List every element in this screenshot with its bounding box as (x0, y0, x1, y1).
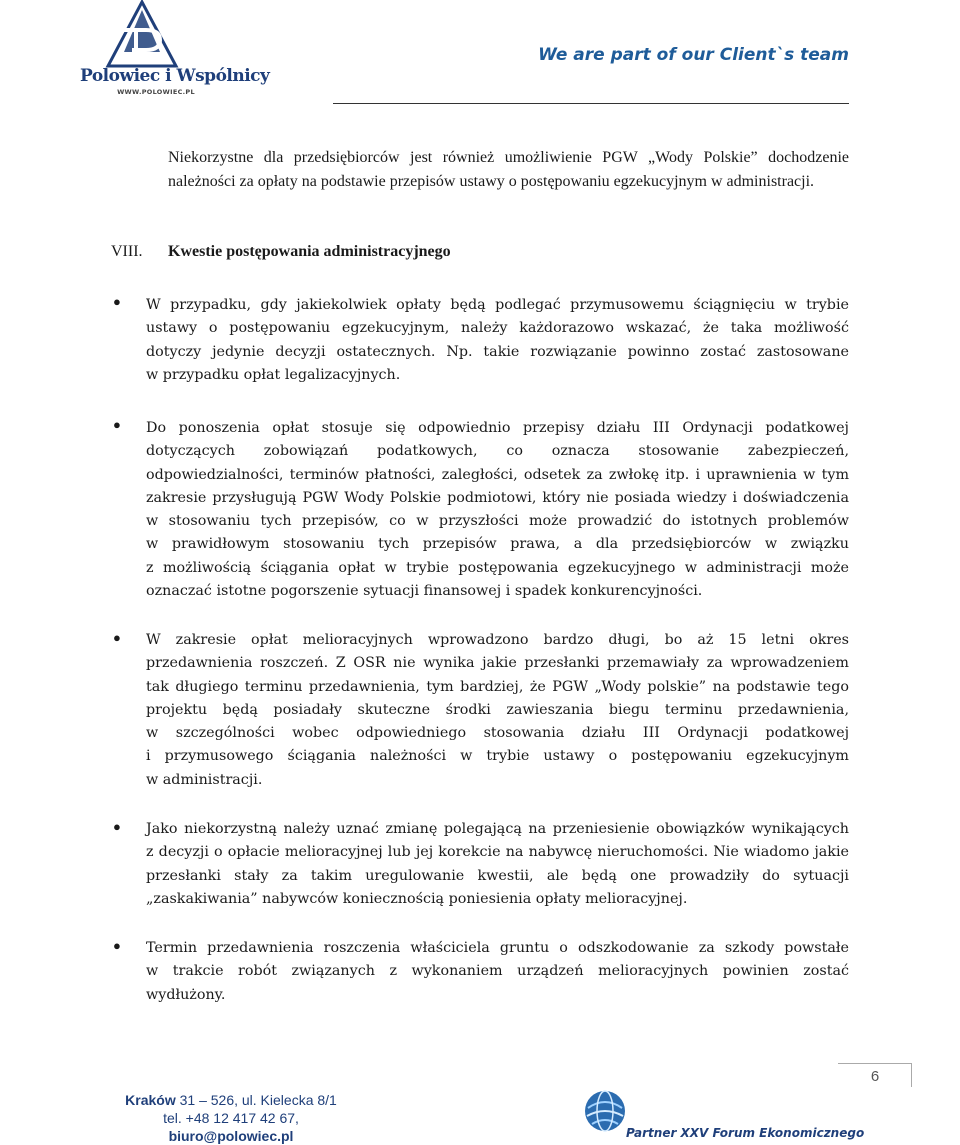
bullet-icon (113, 420, 123, 430)
logo-website: WWW.POLOWIEC.PL (117, 88, 195, 96)
page-number-frame-side (911, 1063, 912, 1087)
text-line: Termin przedawnienia roszczenia właściciela gruntu o odszkodowanie za szkody powstałe (146, 940, 849, 956)
bullet-icon (113, 822, 123, 832)
text-line: odpowiedzialności, terminów płatności, zaległości, odsetek za zwłokę itp. i uprawnienia w tym (146, 466, 849, 483)
footer-address-block (100, 1091, 362, 1145)
text-line: i przymusowego ściągania należności w trybie ustawy o postępowaniu egzekucyjnym (146, 748, 849, 765)
footer-street: 31 – 526, ul. Kielecka 8/1 (179, 1092, 337, 1108)
bullet-paragraph-2 (146, 417, 849, 603)
logo-mark-icon (80, 0, 232, 70)
bullet-icon (113, 941, 123, 951)
text-line: w administracji. (146, 771, 263, 788)
text-line: w szczególności wobec odpowiedniego stosowania działu III Ordynacji podatkowej (146, 725, 849, 742)
text-line: z decyzji o opłacie melioracyjnej lub jej korekcie na nabywcę nieruchomości. Nie wiadomo jakie (146, 844, 849, 861)
text-line: przedawnienia roszczeń. Z OSR nie wynika jakie przesłanki przemawiały za wprowadzeniem (146, 655, 849, 672)
text-line: z możliwością ściągania opłat w trybie postępowania egzekucyjnego w administracji może (146, 559, 849, 576)
text-line: w stosowaniu tych przepisów, co w przyszłości może prowadzić do istotnych problemów (146, 513, 849, 530)
text-line: dotyczących zobowiązań podatkowych, co oznacza stosowanie zabezpieczeń, (146, 443, 849, 460)
bullet-icon (113, 297, 123, 307)
footer-city: Kraków (125, 1092, 176, 1108)
intro-paragraph: Niekorzystne dla przedsiębiorców jest również umożliwienie PGW „Wody Polskie” dochodzenie należności za opłaty na podstawie przepisów ustawy o postępowaniu egzekucyjnym w administracji. (168, 149, 849, 190)
header-divider (333, 103, 849, 104)
section-title: Kwestie postępowania administracyjnego (168, 243, 451, 260)
header-tagline: We are part of our Client`s team (538, 45, 849, 65)
text-line: w prawidłowym stosowaniu tych przepisów prawa, a dla przedsiębiorców w związku (146, 536, 849, 553)
page-number: 6 (870, 1068, 880, 1085)
logo-company-name: Polowiec i Wspólnicy (80, 66, 270, 86)
text-line: przesłanki stały za takim uregulowanie kwestii, ale będą one prowadziły do sytuacji (146, 867, 849, 884)
section-number: VIII. (111, 243, 143, 260)
bullet-paragraph-1 (146, 294, 849, 387)
text-line: oznaczać istotne pogorszenie sytuacji finansowej i spadek konkurencyjności. (146, 583, 703, 600)
text-line: w przypadku opłat legalizacyjnych. (146, 366, 401, 383)
text-line: W zakresie opłat melioracyjnych wprowadzono bardzo długi, bo aż 15 letni okres (146, 632, 849, 648)
text-line: projektu będą posiadały skuteczne środki zawieszania biegu terminu przedawnienia, (146, 701, 849, 718)
footer-email[interactable]: biuro@polowiec.pl (168, 1128, 294, 1144)
footer-partner: Partner XXV Forum Ekonomicznego (626, 1126, 865, 1140)
footer-address (100, 1091, 362, 1109)
bullet-paragraph-3 (146, 629, 849, 792)
footer-phone: tel. +48 12 417 42 67, (163, 1110, 299, 1126)
text-line: w trakcie robót związanych z wykonaniem urządzeń melioracyjnych powinien zostać (146, 963, 849, 980)
text-line: W przypadku, gdy jakiekolwiek opłaty będą podlegać przymusowemu ściągnięciu w trybie (146, 297, 849, 313)
company-logo (80, 0, 270, 104)
text-line: Do ponoszenia opłat stosuje się odpowiednio przepisy działu III Ordynacji podatkowej (146, 420, 849, 436)
text-line: „zaskakiwania” nabywców koniecznością poniesienia opłaty melioracyjnej. (146, 890, 688, 907)
text-line: ustawy o postępowaniu egzekucyjnym, należy każdorazowo wskazać, że taka możliwość (146, 320, 849, 337)
text-line: zakresie przysługują PGW Wody Polskie podmiotowi, który nie posiada wiedzy i doświadczenia (146, 489, 849, 506)
text-line: Jako niekorzystną należy uznać zmianę polegającą na przeniesienie obowiązków wynikających (146, 821, 849, 837)
bullet-paragraph-4 (146, 818, 849, 911)
text-line: dotyczy jedynie decyzji ostatecznych. Np. takie rozwiązanie powinno zostać zastosowane (146, 343, 849, 360)
page-number-frame-top (838, 1063, 911, 1064)
text-line: wydłużony. (146, 986, 226, 1003)
bullet-icon (113, 633, 123, 643)
bullet-paragraph-5 (146, 937, 849, 1007)
text-line: tak długiego terminu przedawnienia, tym bardziej, że PGW „Wody polskie” na podstawie tego (146, 678, 849, 695)
globe-icon (580, 1086, 630, 1136)
